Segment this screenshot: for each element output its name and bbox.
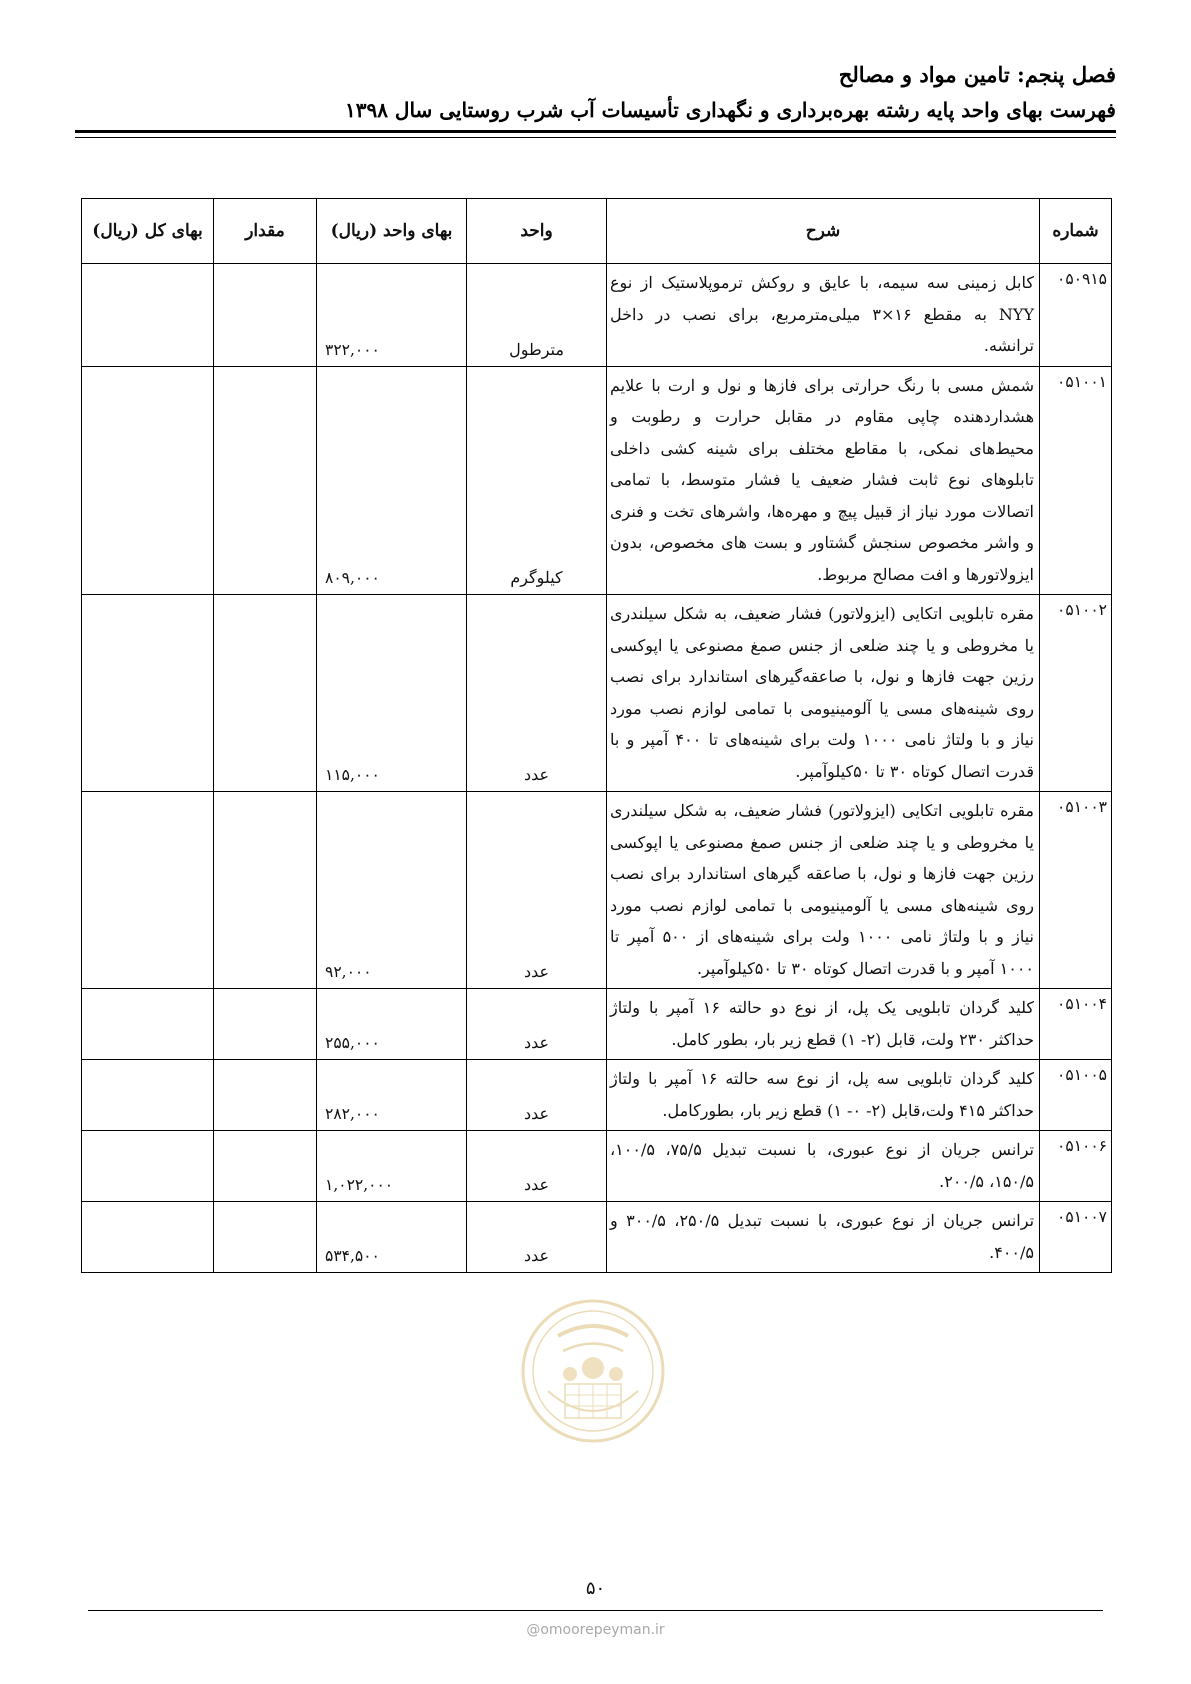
column-header-total-price: بهای کل (ریال) [82,199,214,264]
item-number: ۰۵۱۰۰۵ [1040,1060,1112,1131]
item-total-price [82,264,214,367]
table-row [82,1131,1112,1202]
item-quantity [214,366,317,595]
item-description: مقره تابلویی اتکایی (ایزولاتور) فشار ضعیف، به شکل سیلندری یا مخروطی و یا چند ضلعی از جنس صمغ مصنوعی یا اپوکسی رزین جهت فازها و نول، با صاعقه‌گیرهای استاندارد برای نصب روی شینه‌های مسی یا آلومینیومی با تمامی لوازم نصب مورد نیاز و با ولتاژ نامی ۱۰۰۰ ولت برای شینه‌های تا ۴۰۰ آمپر و با قدرت اتصال کوتاه ۳۰ تا ۵۰کیلوآمپر. [607,595,1040,792]
item-total-price [82,792,214,989]
item-number: ۰۵۰۹۱۵ [1040,264,1112,367]
item-total-price [82,366,214,595]
item-unit: کیلوگرم [467,366,607,595]
table-row [82,1060,1112,1131]
table-header-row [82,199,1112,264]
column-header-quantity: مقدار [214,199,317,264]
item-description: شمش مسی با رنگ حرارتی برای فازها و نول و ارت با علایم هشداردهنده چاپی مقاوم در مقابل حرارت و رطوبت و محیط‌های نمکی، با مقاطع مختلف برای شینه کشی داخلی تابلوهای نوع ثابت فشار ضعیف یا فشار متوسط، با تمامی اتصالات مورد نیاز از قبیل پیچ و مهره‌ها، واشرهای تخت و فنری و واشر مخصوص سنجش گشتاور و بست های مخصوص، بدون ایزولاتورها و افت مصالح مربوط. [607,366,1040,595]
item-unit-price: ۲۸۲,۰۰۰ [317,1060,467,1131]
item-quantity [214,792,317,989]
item-total-price [82,1202,214,1273]
item-unit-price: ۱۱۵,۰۰۰ [317,595,467,792]
item-quantity [214,264,317,367]
item-total-price [82,595,214,792]
table-row [82,264,1112,367]
header-rule-thick [75,130,1116,133]
table-row [82,595,1112,792]
item-unit: عدد [467,595,607,792]
item-unit-price: ۲۵۵,۰۰۰ [317,989,467,1060]
item-unit: عدد [467,1131,607,1202]
item-number: ۰۵۱۰۰۴ [1040,989,1112,1060]
item-unit-price: ۳۲۲,۰۰۰ [317,264,467,367]
item-number: ۰۵۱۰۰۷ [1040,1202,1112,1273]
footer-rule [88,1610,1103,1611]
item-unit-price: ۹۲,۰۰۰ [317,792,467,989]
header-rule-thin [75,137,1116,138]
item-unit: عدد [467,1060,607,1131]
item-description: کلید گردان تابلویی یک پل، از نوع دو حالته ۱۶ آمپر با ولتاژ حداکثر ۲۳۰ ولت، قابل (۲- ۱) قطع زیر بار، بطور کامل. [607,989,1040,1060]
item-unit-price: ۸۰۹,۰۰۰ [317,366,467,595]
column-header-unit-price: بهای واحد (ریال) [317,199,467,264]
item-unit-price: ۱,۰۲۲,۰۰۰ [317,1131,467,1202]
item-number: ۰۵۱۰۰۶ [1040,1131,1112,1202]
item-number: ۰۵۱۰۰۳ [1040,792,1112,989]
price-list-table [81,198,1112,1273]
item-unit: مترطول [467,264,607,367]
column-header-number: شماره [1040,199,1112,264]
item-quantity [214,595,317,792]
item-total-price [82,1131,214,1202]
table-row [82,989,1112,1060]
table-row [82,792,1112,989]
item-unit: عدد [467,989,607,1060]
item-description: کابل زمینی سه سیمه، با عایق و روکش ترموپلاستیک از نوع NYY به مقطع ۱۶×۳ میلی‌مترمربع، برای نصب در داخل ترانشه. [607,264,1040,367]
item-total-price [82,1060,214,1131]
column-header-unit: واحد [467,199,607,264]
table-row [82,366,1112,595]
document-title: فهرست بهای واحد پایه رشته بهره‌برداری و نگهداری تأسیسات آب شرب روستایی سال ۱۳۹۸ [344,98,1116,122]
column-header-description: شرح [607,199,1040,264]
item-description: مقره تابلویی اتکایی (ایزولاتور) فشار ضعیف، به شکل سیلندری یا مخروطی و یا چند ضلعی از جنس صمغ مصنوعی یا اپوکسی رزین جهت فازها و نول، با صاعقه گیرهای استاندارد برای نصب روی شینه‌های مسی یا آلومینیومی با تمامی لوازم نصب مورد نیاز و با ولتاژ نامی ۱۰۰۰ ولت برای شینه‌های از ۵۰۰ آمپر تا ۱۰۰۰ آمپر و با قدرت اتصال کوتاه ۳۰ تا ۵۰کیلوآمپر. [607,792,1040,989]
page-number: ۵۰ [585,1578,606,1599]
item-quantity [214,1131,317,1202]
seal-watermark-icon [518,1296,668,1446]
watermark-site-text: @omoorepeyman.ir [526,1622,665,1638]
item-quantity [214,1060,317,1131]
table-row [82,1202,1112,1273]
item-number: ۰۵۱۰۰۲ [1040,595,1112,792]
item-unit: عدد [467,1202,607,1273]
item-unit-price: ۵۳۴,۵۰۰ [317,1202,467,1273]
item-quantity [214,989,317,1060]
item-number: ۰۵۱۰۰۱ [1040,366,1112,595]
item-description: ترانس جریان از نوع عبوری، با نسبت تبدیل ۲۵۰/۵، ۳۰۰/۵ و ۴۰۰/۵. [607,1202,1040,1273]
item-description: ترانس جریان از نوع عبوری، با نسبت تبدیل ۷۵/۵، ۱۰۰/۵، ۱۵۰/۵، ۲۰۰/۵. [607,1131,1040,1202]
item-total-price [82,989,214,1060]
item-quantity [214,1202,317,1273]
item-unit: عدد [467,792,607,989]
item-description: کلید گردان تابلویی سه پل، از نوع سه حالته ۱۶ آمپر با ولتاژ حداکثر ۴۱۵ ولت،قابل (۲- ۰- ۱) قطع زیر بار، بطورکامل. [607,1060,1040,1131]
chapter-heading: فصل پنجم: تامین مواد و مصالح [838,62,1116,87]
